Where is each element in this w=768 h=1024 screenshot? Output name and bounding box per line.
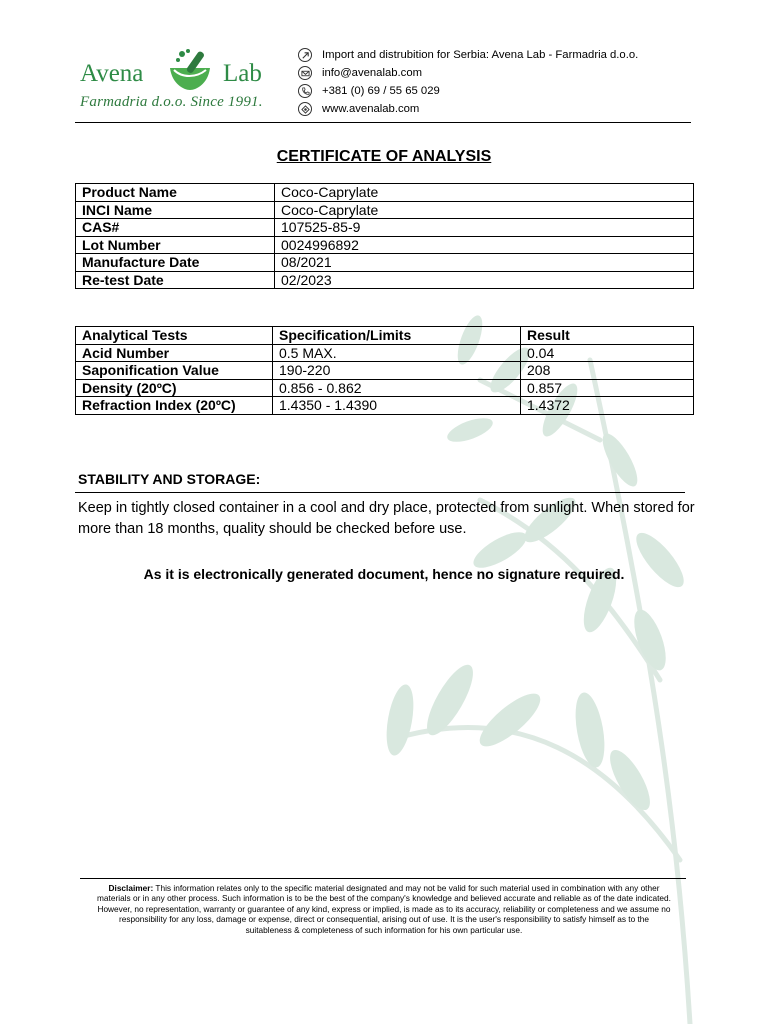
column-header-tests: Analytical Tests xyxy=(76,327,273,345)
logo-word-avena: Avena xyxy=(80,60,144,87)
manufacture-date-label: Manufacture Date xyxy=(76,254,275,272)
email-icon xyxy=(298,66,312,80)
disclaimer-label: Disclaimer: xyxy=(108,883,154,893)
product-name-value: Coco-Caprylate xyxy=(275,184,694,202)
contact-info xyxy=(298,46,638,118)
inci-name-label: INCI Name xyxy=(76,201,275,219)
contact-email xyxy=(298,64,638,82)
inci-name-value: Coco-Caprylate xyxy=(275,201,694,219)
product-name-label: Product Name xyxy=(76,184,275,202)
phone-icon xyxy=(298,84,312,98)
table-row xyxy=(76,362,694,380)
column-header-result: Result xyxy=(521,327,694,345)
table-header-row xyxy=(76,327,694,345)
table-row xyxy=(76,379,694,397)
cas-value: 107525-85-9 xyxy=(275,219,694,237)
contact-phone-text[interactable]: +381 (0) 69 / 55 65 029 xyxy=(322,85,440,97)
test-name: Saponification Value xyxy=(76,362,273,380)
table-row xyxy=(76,184,694,202)
contact-address-text: Import and distrubition for Serbia: Avena Lab - Farmadria d.o.o. xyxy=(322,49,639,61)
test-spec: 0.856 - 0.862 xyxy=(273,379,521,397)
test-result: 208 xyxy=(521,362,694,380)
disclaimer xyxy=(96,883,672,935)
test-spec: 190-220 xyxy=(273,362,521,380)
signature-note: As it is electronically generated document, hence no signature required. xyxy=(143,566,625,582)
column-header-spec: Specification/Limits xyxy=(273,327,521,345)
test-result: 0.857 xyxy=(521,379,694,397)
manufacture-date-value: 08/2021 xyxy=(275,254,694,272)
retest-date-label: Re-test Date xyxy=(76,271,275,289)
mortar-pestle-icon xyxy=(162,48,218,92)
test-spec: 1.4350 - 1.4390 xyxy=(273,397,521,415)
contact-web-text[interactable]: www.avenalab.com xyxy=(322,103,420,115)
table-row xyxy=(76,201,694,219)
company-logo xyxy=(78,44,278,116)
analysis-table xyxy=(75,326,694,415)
web-icon xyxy=(298,102,312,116)
table-row xyxy=(76,397,694,415)
test-spec: 0.5 MAX. xyxy=(273,344,521,362)
test-result: 0.04 xyxy=(521,344,694,362)
logo-word-lab: Lab xyxy=(223,60,262,87)
retest-date-value: 02/2023 xyxy=(275,271,694,289)
stability-text: Keep in tightly closed container in a cool and dry place, protected from sunlight. When stored for more than 18 months, quality should be checked before use. xyxy=(78,500,695,537)
test-name: Refraction Index (20ºC) xyxy=(76,397,273,415)
contact-address xyxy=(298,46,638,64)
lot-number-value: 0024996892 xyxy=(275,236,694,254)
disclaimer-text: This information relates only to the specific material designated and may not be valid for such material used in combination with any other materials or in any other process. Such information is to be the best of the company's knowledge and believed accurate and reliable as of the date indicated. However, no representation, warranty or guarantee of any kind, express or implied, is made as to its accuracy, reliability or completeness and we assume no responsibility for any loss, damage or expense, direct or consequential, arising out of use. It is the user's responsibility to satisfy himself as to the suitableness & completeness of such information for his own particular use. xyxy=(97,883,671,935)
document-title: CERTIFICATE OF ANALYSIS xyxy=(276,148,492,165)
product-info-table xyxy=(75,183,694,289)
logo-tagline: Farmadria d.o.o. Since 1991. xyxy=(80,94,263,110)
table-row xyxy=(76,236,694,254)
cas-label: CAS# xyxy=(76,219,275,237)
table-row xyxy=(76,254,694,272)
test-result: 1.4372 xyxy=(521,397,694,415)
contact-web xyxy=(298,100,638,118)
header-divider xyxy=(75,122,691,123)
stability-divider xyxy=(75,492,685,493)
footer-divider xyxy=(80,878,686,879)
lot-number-label: Lot Number xyxy=(76,236,275,254)
location-icon xyxy=(298,48,312,62)
stability-heading: STABILITY AND STORAGE: xyxy=(78,471,261,487)
table-row xyxy=(76,344,694,362)
table-row xyxy=(76,219,694,237)
table-row xyxy=(76,271,694,289)
contact-phone xyxy=(298,82,638,100)
test-name: Acid Number xyxy=(76,344,273,362)
test-name: Density (20ºC) xyxy=(76,379,273,397)
contact-email-text[interactable]: info@avenalab.com xyxy=(322,67,423,79)
